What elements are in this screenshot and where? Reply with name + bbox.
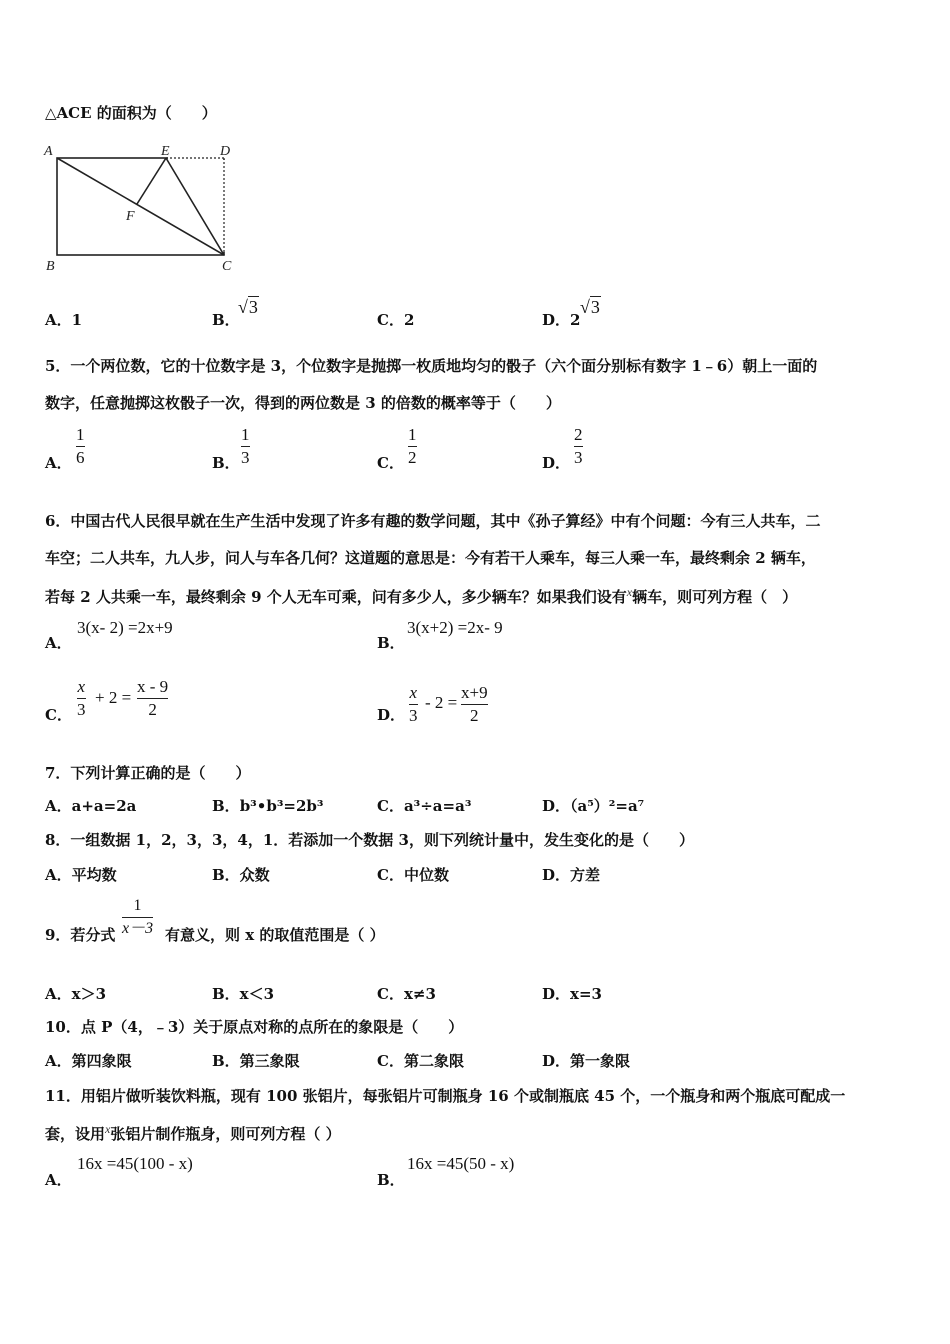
q6-line1: 6．中国古代人民很早就在生产生活中发现了许多有趣的数学问题，其中《孙子算经》中有个问题：今有三人共车，二 <box>45 512 821 530</box>
q5-option-c[interactable]: C． <box>377 454 404 472</box>
label-a: A <box>44 144 53 159</box>
q7-option-d[interactable]: D．（a⁵）²=a⁷ <box>542 797 645 815</box>
q5-line1: 5．一个两位数，它的十位数字是 3，个位数字是抛掷一枚质地均匀的骰子（六个面分别标有数字 1﹣6）朝上一面的 <box>45 357 818 375</box>
q11-option-a[interactable]: A． <box>45 1171 72 1189</box>
q6-c-frac1: x 3 <box>77 677 86 719</box>
q5-fraction-d: 2 3 <box>574 425 583 467</box>
q10-option-c[interactable]: C．第二象限 <box>377 1052 464 1070</box>
q5-fraction-a: 1 6 <box>76 425 85 467</box>
q5-line2: 数字，任意抛掷这枚骰子一次，得到的两位数是 3 的倍数的概率等于（ ） <box>45 394 561 412</box>
q5-option-a[interactable]: A． <box>45 454 72 472</box>
q8-option-b[interactable]: B．众数 <box>212 866 270 884</box>
diagonal-ac <box>57 158 224 255</box>
q8-option-c[interactable]: C．中位数 <box>377 866 449 884</box>
label-b: B <box>46 259 55 273</box>
q7-stem: 7．下列计算正确的是（ ） <box>45 764 251 782</box>
q7-option-b[interactable]: B．b³•b³=2b³ <box>212 797 324 815</box>
q8-option-d[interactable]: D．方差 <box>542 866 601 884</box>
q4-option-b[interactable]: B． <box>212 311 240 329</box>
q11-line1: 11．用铝片做听装饮料瓶，现有 100 张铝片，每张铝片可制瓶身 16 个或制瓶底 45 个，一个瓶身和两个瓶底可配成一 <box>45 1087 846 1105</box>
q9-option-b[interactable]: B．x＜3 <box>212 985 275 1003</box>
q6-line3: 若每 2 人共乘一车，最终剩余 9 个人无车可乘，问有多少人，多少辆车？如果我们设有$^x$辆车，则可列方程（ ） <box>45 585 798 606</box>
q9-option-c[interactable]: C．x≠3 <box>377 985 436 1003</box>
q7-option-a[interactable]: A．a+a=2a <box>45 797 137 815</box>
q11-option-b[interactable]: B． <box>377 1171 405 1189</box>
label-e: E <box>161 144 170 159</box>
q9-fraction: 1 x－3 <box>122 897 154 937</box>
q7-option-c[interactable]: C．a³÷a=a³ <box>377 797 472 815</box>
q6-d-frac1: x 3 <box>409 683 418 725</box>
q11-equation-b: 16x =45(50 - x) <box>407 1154 515 1173</box>
q6-option-d[interactable]: D． <box>377 706 406 724</box>
q5-fraction-c: 1 2 <box>408 425 417 467</box>
q11-line2: 套，设用$^x$张铝片制作瓶身，则可列方程（ ） <box>45 1122 341 1143</box>
q10-option-a[interactable]: A．第四象限 <box>45 1052 132 1070</box>
q8-option-a[interactable]: A．平均数 <box>45 866 117 884</box>
q10-stem: 10．点 P（4，﹣3）关于原点对称的点所在的象限是（ ） <box>45 1018 464 1036</box>
q4-option-c[interactable]: C．2 <box>377 311 415 329</box>
sqrt-three-d: √3 <box>580 297 600 317</box>
q6-option-a[interactable]: A． <box>45 634 72 652</box>
q4-figure <box>40 138 240 273</box>
q9-option-d[interactable]: D．x=3 <box>542 985 602 1003</box>
segment-ec <box>166 158 224 255</box>
q6-equation-a: 3(x- 2) =2x+9 <box>77 618 173 637</box>
q5-option-d[interactable]: D． <box>542 454 571 472</box>
q6-option-b[interactable]: B． <box>377 634 405 652</box>
sqrt-three: √3 <box>238 297 258 317</box>
q8-stem: 8．一组数据 1，2，3，3，4，1．若添加一个数据 3，则下列统计量中，发生变化的是（ ） <box>45 831 694 849</box>
q10-option-d[interactable]: D．第一象限 <box>542 1052 631 1070</box>
q10-option-b[interactable]: B．第三象限 <box>212 1052 300 1070</box>
label-c: C <box>222 259 232 273</box>
q6-d-frac2: x+9 2 <box>461 683 488 725</box>
q6-c-mid: + 2 = <box>95 688 132 707</box>
label-d: D <box>220 144 231 159</box>
q9-post: 有意义，则 x 的取值范围是（ ） <box>165 926 385 944</box>
segment-ef <box>137 158 166 204</box>
q4-option-d[interactable]: D．2 <box>542 311 581 329</box>
q6-c-frac2: x - 9 2 <box>137 677 169 719</box>
q9-option-a[interactable]: A．x＞3 <box>45 985 107 1003</box>
q9-pre: 9．若分式 <box>45 926 116 944</box>
q11-equation-a: 16x =45(100 - x) <box>77 1154 193 1173</box>
q5-fraction-b: 1 3 <box>241 425 250 467</box>
q4-stem: △ACE 的面积为（ ） <box>45 104 217 122</box>
q6-d-mid: - 2 = <box>425 693 458 712</box>
q6-equation-b: 3(x+2) =2x- 9 <box>407 618 503 637</box>
label-f: F <box>126 209 135 224</box>
q6-option-c[interactable]: C． <box>45 706 72 724</box>
q4-option-a[interactable]: A．1 <box>45 311 83 329</box>
q6-line2: 车空；二人共车，九人步，问人与车各几何？这道题的意思是：今有若干人乘车，每三人乘一车，最终剩余 2 辆车， <box>45 549 816 567</box>
q5-option-b[interactable]: B． <box>212 454 240 472</box>
